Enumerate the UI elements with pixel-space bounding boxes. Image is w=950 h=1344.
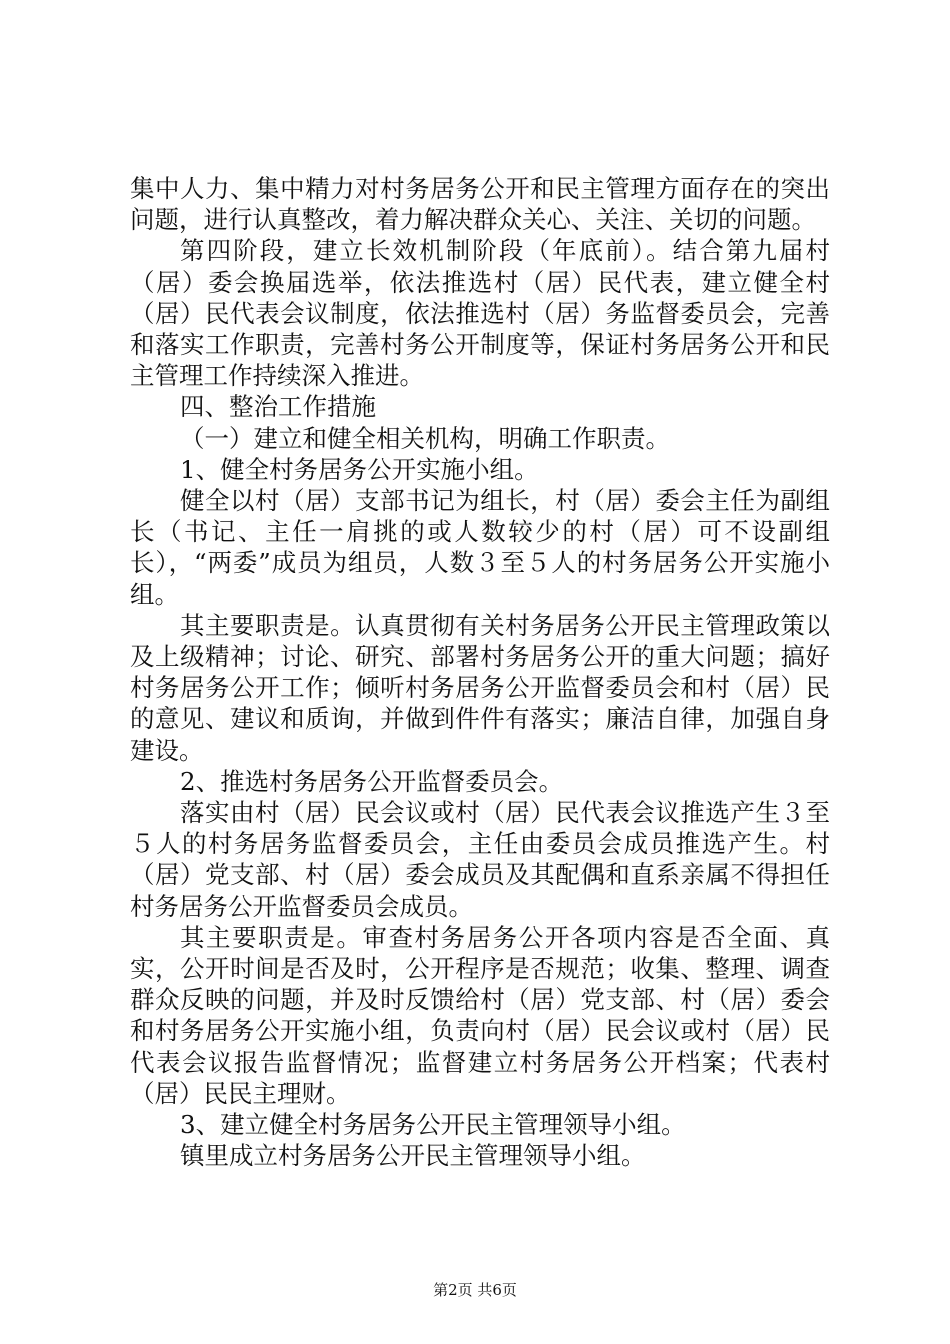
page-footer: 第2页 共6页 [433, 1281, 517, 1299]
paragraph-9: 落实由村（居）民会议或村（居）民代表会议推选产生３至５人的村务居务监督委员会，主任由委员会成员推选产生。村（居）党支部、村（居）委会成员及其配偶和直系亲属不得担任村务居务公开监督委员会成员。 [130, 798, 830, 921]
paragraph-1: 集中人力、集中精力对村务居务公开和民主管理方面存在的突出问题，进行认真整改，着力解决群众关心、关注、关切的问题。 [130, 174, 830, 235]
item-heading-1: 1、健全村务居务公开实施小组。 [180, 454, 539, 484]
paragraph-2: 第四阶段，建立长效机制阶段（年底前）。结合第九届村（居）委会换届选举，依法推选村（居）民代表，建立健全村（居）民代表会议制度，依法推选村（居）务监督委员会，完善和落实工作职责，完善村务公开制度等，保证村务居务公开和民主管理工作持续深入推进。 [130, 236, 830, 391]
subsection-heading-1: （一）建立和健全相关机构，明确工作职责。 [180, 423, 670, 453]
section-heading-measures: 四、整治工作措施 [180, 392, 376, 422]
paragraph-7: 其主要职责是。认真贯彻有关村务居务公开民主管理政策以及上级精神；讨论、研究、部署村务居务公开的重大问题；搞好村务居务公开工作；倾听村务居务公开监督委员会和村（居）民的意见、建议和质询，并做到件件有落实；廉洁自律，加强自身建设。 [130, 610, 830, 765]
item-heading-2: 2、推选村务居务公开监督委员会。 [180, 766, 564, 796]
paragraph-6: 健全以村（居）支部书记为组长，村（居）委会主任为副组长（书记、主任一肩挑的或人数较少的村（居）可不设副组长），“两委”成员为组员，人数３至５人的村务居务公开实施小组。 [130, 486, 830, 609]
document-body [130, 173, 830, 1172]
paragraph-12: 镇里成立村务居务公开民主管理领导小组。 [180, 1141, 646, 1171]
paragraph-10: 其主要职责是。审查村务居务公开各项内容是否全面、真实，公开时间是否及时，公开程序是否规范；收集、整理、调查群众反映的问题，并及时反馈给村（居）党支部、村（居）委会和村务居务公开实施小组，负责向村（居）民会议或村（居）民代表会议报告监督情况；监督建立村务居务公开档案；代表村（居）民民主理财。 [130, 922, 830, 1108]
item-heading-3: 3、建立健全村务居务公开民主管理领导小组。 [180, 1110, 686, 1140]
